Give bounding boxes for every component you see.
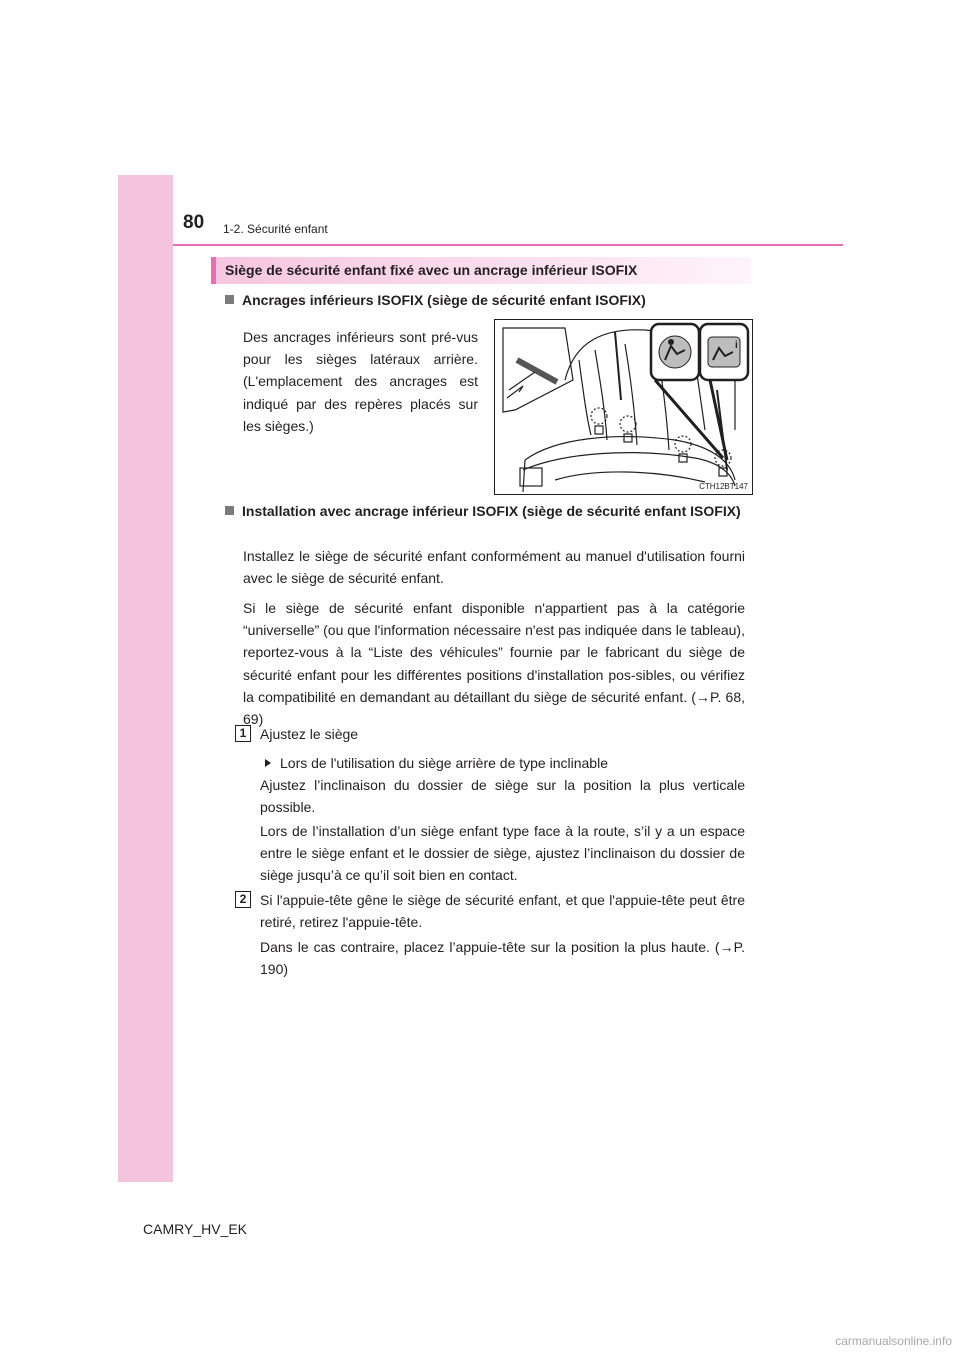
square-bullet-icon <box>225 506 234 515</box>
step-2-text: Si l'appuie-tête gêne le siège de sécurité enfant, et que l'appuie-tête peut être retiré, retirez l'appuie-tête. <box>260 892 745 931</box>
installation-heading-text: Installation avec ancrage inférieur ISOFIX (siège de sécurité enfant ISOFIX) <box>242 503 741 519</box>
step-1-text: Ajustez le siège <box>260 726 359 742</box>
header-divider <box>173 244 843 246</box>
rear-seat-drawing <box>495 320 752 494</box>
section-banner <box>211 257 751 284</box>
section-title: 1-2. Sécurité enfant <box>223 222 328 236</box>
step-1-sub-bullet <box>265 752 608 774</box>
step-number-2: 2 <box>235 891 251 908</box>
child-seat-anchor-icon <box>651 324 699 380</box>
anchors-heading <box>225 289 646 311</box>
page-number: 80 <box>183 212 205 233</box>
triangle-bullet-icon <box>265 759 271 767</box>
watermark: carmanualsonline.info <box>835 1334 952 1348</box>
step-1-para-a: Ajustez l’inclinaison du dossier de siège sur la position la plus verticale possible. <box>260 777 745 816</box>
installation-heading <box>225 500 750 522</box>
banner-title: Siège de sécurité enfant fixé avec un ancrage inférieur ISOFIX <box>225 262 638 278</box>
anchors-body: Des ancrages inférieurs sont pré-vus pour les sièges latéraux arrière. (L'emplacement des ancrages est indiqué par des repères placés sur les sièges.) <box>243 329 478 434</box>
svg-text:i: i <box>735 340 738 351</box>
step-1-para-b: Lors de l’installation d’un siège enfant type face à la route, s’il y a un espace entre le siège enfant et le dossier de siège, ajustez l’inclinaison du dossier de siège jusqu’à ce qu’il soit bien en contact. <box>260 823 745 884</box>
step-number-1: 1 <box>235 725 251 742</box>
step-1-sub-bullet-text: Lors de l'utilisation du siège arrière de type inclinable <box>280 755 608 771</box>
installation-para-2: Si le siège de sécurité enfant disponible n'appartient pas à la catégorie “universelle” (ou que l'information nécessaire n'est pas indiquée dans le tableau), reportez-vous à la “Liste des véhicules” fournie par le fabricant du siège de sécurité enfant pour les différentes positions d'installation pos-sibles, ou vérifiez la compatibilité en demandant au détaillant du siège de sécurité enfant. (→P. 68, 69) <box>243 600 745 728</box>
isofix-seat-illustration <box>494 319 753 495</box>
anchors-heading-text: Ancrages inférieurs ISOFIX (siège de sécurité enfant ISOFIX) <box>242 292 646 308</box>
model-code: CAMRY_HV_EK <box>143 1221 248 1237</box>
banner-accent <box>211 257 216 284</box>
side-color-band <box>118 175 173 1182</box>
installation-para-1: Installez le siège de sécurité enfant conformément au manuel d'utilisation fourni avec le siège de sécurité enfant. <box>243 548 745 587</box>
figure-code: CTH12BT147 <box>699 482 748 491</box>
step-2-para-a: Dans le cas contraire, placez l’appuie-tête sur la position la plus haute. (→P. 190) <box>260 939 745 978</box>
child-seat-info-icon <box>700 324 748 380</box>
square-bullet-icon <box>225 295 234 304</box>
